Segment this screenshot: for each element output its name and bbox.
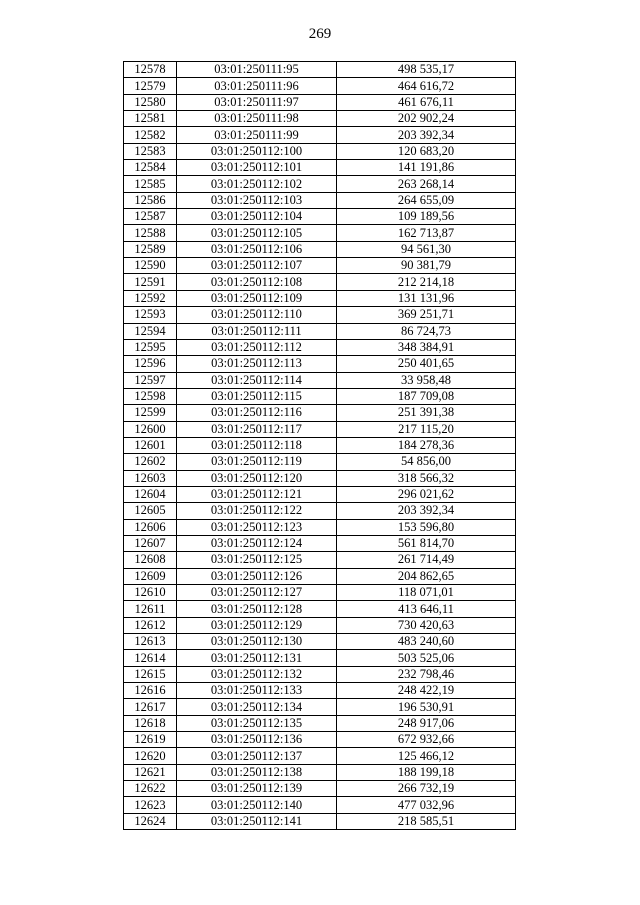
cadastral-value-cell: 483 240,60 (337, 634, 516, 650)
row-number-cell: 12591 (124, 274, 177, 290)
cadastral-value-cell: 413 646,11 (337, 601, 516, 617)
row-number-cell: 12593 (124, 307, 177, 323)
cadastral-value-cell: 296 021,62 (337, 486, 516, 502)
row-number-cell: 12578 (124, 62, 177, 78)
cadastral-number-cell: 03:01:250112:123 (177, 519, 337, 535)
cadastral-value-cell: 477 032,96 (337, 797, 516, 813)
table-row (124, 94, 516, 110)
cadastral-number-cell: 03:01:250112:113 (177, 356, 337, 372)
row-number-cell: 12589 (124, 241, 177, 257)
cadastral-value-cell: 86 724,73 (337, 323, 516, 339)
cadastral-number-cell: 03:01:250112:117 (177, 421, 337, 437)
cadastral-value-cell: 188 199,18 (337, 764, 516, 780)
cadastral-value-cell: 187 709,08 (337, 388, 516, 404)
cadastral-number-cell: 03:01:250112:110 (177, 307, 337, 323)
table-row (124, 535, 516, 551)
cadastral-number-cell: 03:01:250112:107 (177, 258, 337, 274)
table-row (124, 388, 516, 404)
cadastral-value-cell: 33 958,48 (337, 372, 516, 388)
row-number-cell: 12585 (124, 176, 177, 192)
row-number-cell: 12587 (124, 209, 177, 225)
table-row (124, 666, 516, 682)
row-number-cell: 12582 (124, 127, 177, 143)
cadastral-number-cell: 03:01:250112:108 (177, 274, 337, 290)
cadastral-number-cell: 03:01:250112:114 (177, 372, 337, 388)
row-number-cell: 12601 (124, 437, 177, 453)
cadastral-number-cell: 03:01:250112:102 (177, 176, 337, 192)
table-row (124, 339, 516, 355)
cadastral-number-cell: 03:01:250112:112 (177, 339, 337, 355)
table-row (124, 258, 516, 274)
cadastral-number-cell: 03:01:250112:111 (177, 323, 337, 339)
table-row (124, 585, 516, 601)
cadastral-number-cell: 03:01:250112:103 (177, 192, 337, 208)
cadastral-number-cell: 03:01:250112:129 (177, 617, 337, 633)
cadastral-value-cell: 464 616,72 (337, 78, 516, 94)
cadastral-value-cell: 217 115,20 (337, 421, 516, 437)
page-number: 269 (308, 26, 332, 42)
row-number-cell: 12581 (124, 111, 177, 127)
cadastral-value-cell: 248 917,06 (337, 715, 516, 731)
cadastral-number-cell: 03:01:250112:138 (177, 764, 337, 780)
row-number-cell: 12611 (124, 601, 177, 617)
table-row (124, 160, 516, 176)
row-number-cell: 12597 (124, 372, 177, 388)
cadastral-value-cell: 125 466,12 (337, 748, 516, 764)
row-number-cell: 12612 (124, 617, 177, 633)
cadastral-number-cell: 03:01:250112:133 (177, 683, 337, 699)
row-number-cell: 12588 (124, 225, 177, 241)
cadastral-number-cell: 03:01:250111:97 (177, 94, 337, 110)
cadastral-number-cell: 03:01:250112:131 (177, 650, 337, 666)
cadastral-value-cell: 54 856,00 (337, 454, 516, 470)
cadastral-number-cell: 03:01:250112:130 (177, 634, 337, 650)
cadastral-value-cell: 561 814,70 (337, 535, 516, 551)
table-row (124, 62, 516, 78)
row-number-cell: 12617 (124, 699, 177, 715)
cadastral-value-cell: 261 714,49 (337, 552, 516, 568)
table-row (124, 568, 516, 584)
table-row (124, 143, 516, 159)
cadastral-value-cell: 153 596,80 (337, 519, 516, 535)
cadastral-value-table (123, 61, 516, 830)
row-number-cell: 12610 (124, 585, 177, 601)
cadastral-number-cell: 03:01:250111:95 (177, 62, 337, 78)
table-row (124, 601, 516, 617)
cadastral-value-cell: 94 561,30 (337, 241, 516, 257)
row-number-cell: 12583 (124, 143, 177, 159)
table-row (124, 421, 516, 437)
cadastral-number-cell: 03:01:250112:124 (177, 535, 337, 551)
row-number-cell: 12590 (124, 258, 177, 274)
cadastral-value-cell: 264 655,09 (337, 192, 516, 208)
cadastral-value-cell: 203 392,34 (337, 503, 516, 519)
row-number-cell: 12600 (124, 421, 177, 437)
row-number-cell: 12624 (124, 813, 177, 829)
cadastral-number-cell: 03:01:250112:122 (177, 503, 337, 519)
cadastral-number-cell: 03:01:250112:119 (177, 454, 337, 470)
table-row (124, 519, 516, 535)
cadastral-value-cell: 184 278,36 (337, 437, 516, 453)
cadastral-number-cell: 03:01:250112:128 (177, 601, 337, 617)
row-number-cell: 12603 (124, 470, 177, 486)
cadastral-number-cell: 03:01:250112:106 (177, 241, 337, 257)
cadastral-value-cell: 196 530,91 (337, 699, 516, 715)
cadastral-number-cell: 03:01:250112:120 (177, 470, 337, 486)
table-row (124, 372, 516, 388)
row-number-cell: 12606 (124, 519, 177, 535)
cadastral-number-cell: 03:01:250112:100 (177, 143, 337, 159)
table-row (124, 274, 516, 290)
cadastral-value-cell: 90 381,79 (337, 258, 516, 274)
cadastral-value-cell: 266 732,19 (337, 781, 516, 797)
row-number-cell: 12608 (124, 552, 177, 568)
row-number-cell: 12618 (124, 715, 177, 731)
table-row (124, 552, 516, 568)
cadastral-number-cell: 03:01:250112:141 (177, 813, 337, 829)
cadastral-number-cell: 03:01:250112:139 (177, 781, 337, 797)
cadastral-value-cell: 131 131,96 (337, 290, 516, 306)
cadastral-number-cell: 03:01:250112:136 (177, 732, 337, 748)
cadastral-table-container (123, 61, 515, 830)
cadastral-value-cell: 498 535,17 (337, 62, 516, 78)
table-row (124, 323, 516, 339)
row-number-cell: 12594 (124, 323, 177, 339)
table-row (124, 290, 516, 306)
cadastral-value-cell: 232 798,46 (337, 666, 516, 682)
table-row (124, 732, 516, 748)
cadastral-number-cell: 03:01:250112:109 (177, 290, 337, 306)
table-row (124, 356, 516, 372)
cadastral-number-cell: 03:01:250112:126 (177, 568, 337, 584)
table-row (124, 405, 516, 421)
cadastral-value-cell: 120 683,20 (337, 143, 516, 159)
table-row (124, 797, 516, 813)
cadastral-number-cell: 03:01:250112:121 (177, 486, 337, 502)
table-row (124, 617, 516, 633)
row-number-cell: 12579 (124, 78, 177, 94)
cadastral-value-cell: 461 676,11 (337, 94, 516, 110)
cadastral-number-cell: 03:01:250112:115 (177, 388, 337, 404)
cadastral-number-cell: 03:01:250111:98 (177, 111, 337, 127)
cadastral-number-cell: 03:01:250111:96 (177, 78, 337, 94)
row-number-cell: 12620 (124, 748, 177, 764)
cadastral-value-cell: 218 585,51 (337, 813, 516, 829)
table-row (124, 454, 516, 470)
cadastral-value-cell: 503 525,06 (337, 650, 516, 666)
row-number-cell: 12613 (124, 634, 177, 650)
row-number-cell: 12615 (124, 666, 177, 682)
cadastral-value-cell: 212 214,18 (337, 274, 516, 290)
cadastral-number-cell: 03:01:250112:101 (177, 160, 337, 176)
table-row (124, 241, 516, 257)
table-row (124, 715, 516, 731)
cadastral-value-cell: 672 932,66 (337, 732, 516, 748)
row-number-cell: 12616 (124, 683, 177, 699)
cadastral-value-cell: 141 191,86 (337, 160, 516, 176)
row-number-cell: 12602 (124, 454, 177, 470)
row-number-cell: 12584 (124, 160, 177, 176)
cadastral-number-cell: 03:01:250112:118 (177, 437, 337, 453)
table-row (124, 634, 516, 650)
cadastral-value-cell: 248 422,19 (337, 683, 516, 699)
cadastral-value-cell: 162 713,87 (337, 225, 516, 241)
cadastral-value-cell: 204 862,65 (337, 568, 516, 584)
row-number-cell: 12622 (124, 781, 177, 797)
row-number-cell: 12605 (124, 503, 177, 519)
cadastral-number-cell: 03:01:250112:140 (177, 797, 337, 813)
cadastral-value-cell: 109 189,56 (337, 209, 516, 225)
table-row (124, 486, 516, 502)
row-number-cell: 12623 (124, 797, 177, 813)
cadastral-value-cell: 369 251,71 (337, 307, 516, 323)
row-number-cell: 12595 (124, 339, 177, 355)
cadastral-number-cell: 03:01:250112:132 (177, 666, 337, 682)
cadastral-number-cell: 03:01:250112:137 (177, 748, 337, 764)
cadastral-number-cell: 03:01:250112:125 (177, 552, 337, 568)
table-row (124, 225, 516, 241)
cadastral-value-cell: 318 566,32 (337, 470, 516, 486)
row-number-cell: 12596 (124, 356, 177, 372)
cadastral-value-cell: 203 392,34 (337, 127, 516, 143)
cadastral-value-cell: 730 420,63 (337, 617, 516, 633)
cadastral-number-cell: 03:01:250112:134 (177, 699, 337, 715)
row-number-cell: 12592 (124, 290, 177, 306)
table-row (124, 176, 516, 192)
table-row (124, 209, 516, 225)
row-number-cell: 12598 (124, 388, 177, 404)
cadastral-number-cell: 03:01:250112:116 (177, 405, 337, 421)
row-number-cell: 12599 (124, 405, 177, 421)
cadastral-number-cell: 03:01:250112:104 (177, 209, 337, 225)
table-row (124, 78, 516, 94)
row-number-cell: 12607 (124, 535, 177, 551)
cadastral-value-cell: 118 071,01 (337, 585, 516, 601)
row-number-cell: 12619 (124, 732, 177, 748)
table-row (124, 813, 516, 829)
cadastral-number-cell: 03:01:250112:135 (177, 715, 337, 731)
table-row (124, 127, 516, 143)
table-row (124, 470, 516, 486)
cadastral-value-cell: 263 268,14 (337, 176, 516, 192)
row-number-cell: 12604 (124, 486, 177, 502)
table-row (124, 503, 516, 519)
cadastral-value-cell: 251 391,38 (337, 405, 516, 421)
table-row (124, 437, 516, 453)
table-row (124, 192, 516, 208)
row-number-cell: 12614 (124, 650, 177, 666)
cadastral-number-cell: 03:01:250111:99 (177, 127, 337, 143)
table-row (124, 781, 516, 797)
cadastral-number-cell: 03:01:250112:127 (177, 585, 337, 601)
table-row (124, 764, 516, 780)
row-number-cell: 12609 (124, 568, 177, 584)
cadastral-number-cell: 03:01:250112:105 (177, 225, 337, 241)
cadastral-value-cell: 202 902,24 (337, 111, 516, 127)
row-number-cell: 12580 (124, 94, 177, 110)
table-row (124, 683, 516, 699)
table-row (124, 699, 516, 715)
table-row (124, 650, 516, 666)
table-row (124, 307, 516, 323)
table-row (124, 111, 516, 127)
table-row (124, 748, 516, 764)
row-number-cell: 12586 (124, 192, 177, 208)
row-number-cell: 12621 (124, 764, 177, 780)
table-body (124, 62, 516, 830)
cadastral-value-cell: 348 384,91 (337, 339, 516, 355)
cadastral-value-cell: 250 401,65 (337, 356, 516, 372)
